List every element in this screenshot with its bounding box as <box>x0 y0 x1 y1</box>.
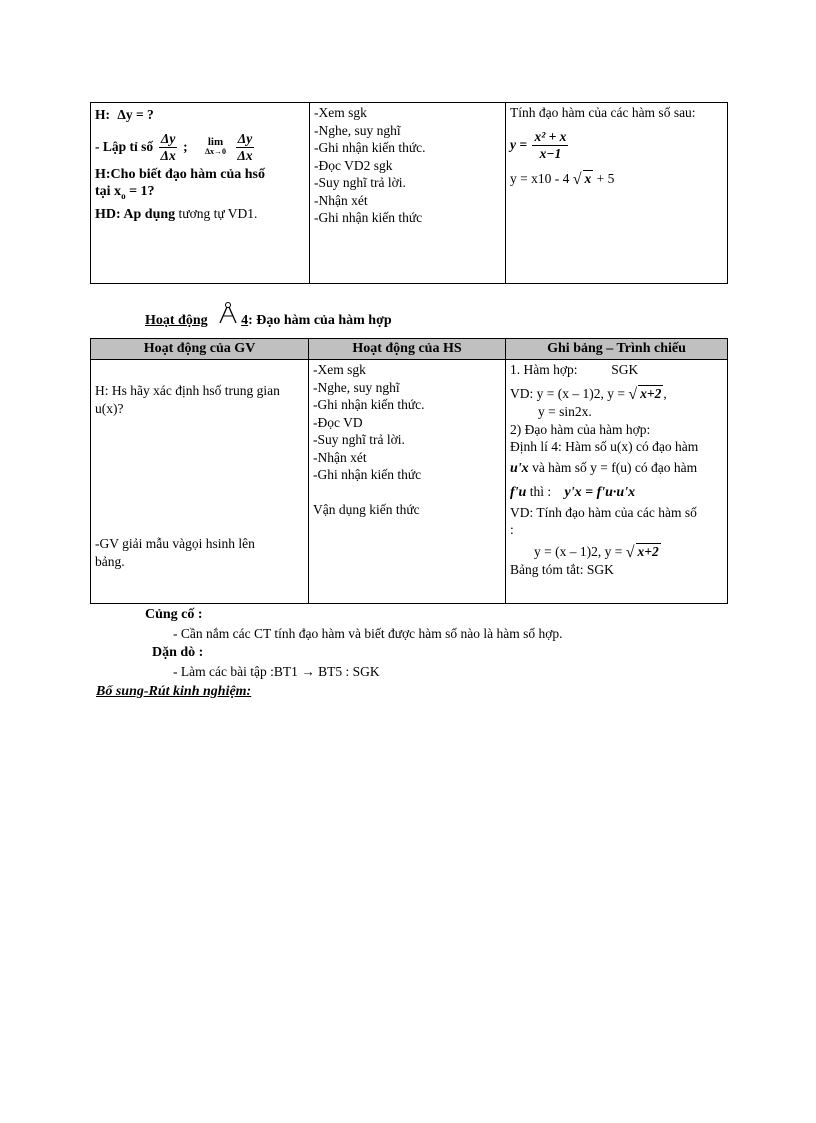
list-item: -Suy nghĩ trả lời. <box>313 432 405 447</box>
board-line: VD: Tính đạo hàm của các hàm số <box>510 504 697 520</box>
hs-cell <box>309 360 506 604</box>
footer-note: Bổ sung-Rút kinh nghiệm: <box>96 684 252 699</box>
list-item: -Đọc VD2 sgk <box>314 157 393 173</box>
arrow-right-icon: → <box>301 664 315 679</box>
ratio-label: - Lập tỉ số <box>95 138 154 154</box>
f-prime-u: f'u <box>510 484 527 500</box>
list-item: -Ghi nhận kiến thức <box>314 210 423 225</box>
list-item: -Nghe, suy nghĩ <box>314 122 401 138</box>
limit-fraction: $\frac{\Delta y}{\Delta x}$ <box>237 130 253 163</box>
activity-number: 4 <box>241 313 249 328</box>
formula-2: y = x10 - 4 √ x + 5 <box>510 170 615 188</box>
cungco-item: - Cần nắm các CT tính đạo hàm và biết được hàm số nào là hàm số hợp. <box>173 626 563 641</box>
board-summary: Bảng tóm tắt: SGK <box>510 562 614 577</box>
activity-title: : Đạo hàm của hàm hợp <box>248 313 392 328</box>
list-item: -Ghi nhận kiến thức. <box>314 140 426 155</box>
list-item: -Ghi nhận kiến thức <box>313 467 422 482</box>
radical-icon: √ <box>572 170 582 188</box>
gv-question-line-1: H: Hs hãy xác định hsố trung gian <box>95 383 280 398</box>
delta-y-question: Δy = ? <box>117 107 154 122</box>
exercise-table <box>90 102 728 284</box>
cungco-title: Củng cố : <box>145 607 203 622</box>
hint-line: HD: Ap dụng tương tự VD1. <box>95 206 258 223</box>
limit-symbol: lim Δx→0 <box>204 136 226 157</box>
question-line-1: H:Cho biết đạo hàm của hsố <box>95 166 265 182</box>
board-cell <box>506 360 728 604</box>
activity-table <box>90 338 728 604</box>
dando-item: - Làm các bài tập :BT1 → BT5 : SGK <box>173 664 380 679</box>
list-item: -Xem sgk <box>313 362 366 377</box>
list-item: Vận dụng kiến thức <box>313 502 420 517</box>
list-item: -Nhận xét <box>314 192 368 208</box>
board-line: 1. Hàm hợp: SGK <box>510 362 639 377</box>
formula-1: y = $\frac{\text{x² + x}}{x-1}$ <box>510 128 567 161</box>
board-derivative-line: u'x và hàm số y = f(u) có đạo hàm <box>510 459 698 476</box>
board-line: y = sin2x. <box>538 404 592 419</box>
gv-action-line-2: bảng. <box>95 553 125 569</box>
board-line: Định lí 4: Hàm số u(x) có đạo hàm <box>510 439 699 454</box>
list-item <box>313 484 501 502</box>
board-example-2: y = (x – 1)2, y = √ x+2 <box>534 543 659 561</box>
list-item: -Suy nghĩ trả lời. <box>314 175 406 190</box>
teacher-cell: H: Δy = ? - Lập tỉ số $\frac{\Delta y}{\Delta x}$ ; lim Δx→0 $\frac{\Delta y}{\Delta x}$ H:Cho biết đạo hàm của hsố tại $x_o = 1$? HD: Ap dụng tương tự VD1. <box>91 103 310 284</box>
board-chain-rule: f'u thì : y'x = f'u·u'x <box>510 483 636 500</box>
board-cell <box>506 103 728 284</box>
list-item: -Nghe, suy nghĩ <box>313 379 400 395</box>
gv-cell <box>91 360 309 604</box>
list-item: -Nhận xét <box>313 449 367 465</box>
header-gv: Hoạt động của GV <box>91 339 309 360</box>
gv-action-line-1: -GV giải mẫu vàgọi hsinh lên <box>95 536 255 551</box>
header-hs: Hoạt động của HS <box>309 339 506 360</box>
radical-icon: √ <box>628 385 638 403</box>
question-line-2: tại $x_o = 1$? <box>95 184 155 201</box>
ratio-fraction: $\frac{\Delta y}{\Delta x}$ <box>160 130 176 163</box>
header-board: Ghi bảng – Trình chiếu <box>506 339 728 360</box>
radical-icon: √ <box>625 543 635 561</box>
activity-heading <box>145 300 392 329</box>
exercise-intro: Tính đạo hàm của các hàm số sau: <box>510 105 696 120</box>
list-item: -Đọc VD <box>313 414 363 430</box>
dando-title: Dặn dò : <box>152 645 204 660</box>
board-line: 2) Đạo hàm của hàm hợp: <box>510 421 651 437</box>
board-line: : <box>510 522 514 537</box>
h-label: H: <box>95 107 110 122</box>
list-item: -Ghi nhận kiến thức. <box>313 397 425 412</box>
activity-label: Hoạt động <box>145 313 208 328</box>
chain-rule-formula: y'x = f'u·u'x <box>564 484 636 500</box>
compass-icon <box>215 300 241 326</box>
board-example: VD: y = (x – 1)2, y = √ x+2 , <box>510 385 667 403</box>
u-prime-x: u'x <box>510 460 529 476</box>
student-cell <box>310 103 506 284</box>
list-item: -Xem sgk <box>314 105 367 120</box>
gv-question-line-2: u(x)? <box>95 400 124 416</box>
